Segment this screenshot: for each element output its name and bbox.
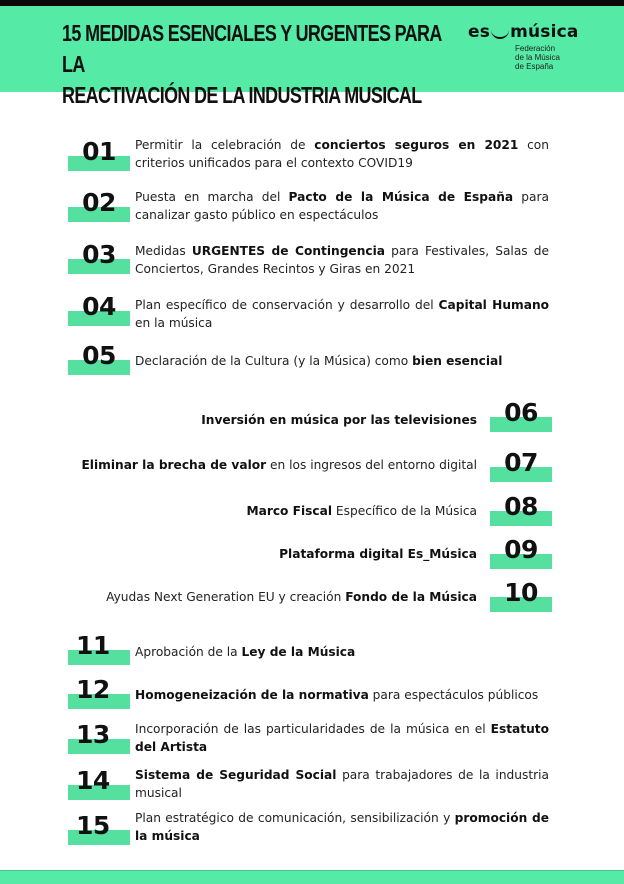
bold-phrase: Ley de la Música <box>241 645 356 659</box>
text-phrase: Ayudas Next Generation EU y creación <box>106 590 346 604</box>
number-badge <box>68 720 130 754</box>
measure-number: 02 <box>82 188 116 217</box>
esmusica-logo <box>468 22 588 71</box>
number-badge <box>68 292 130 326</box>
measure-number: 11 <box>76 631 110 660</box>
text-phrase: Incorporación de las particularidades de la música en el <box>135 722 491 736</box>
text-phrase: para Festivales, Salas de Conciertos, Grandes Recintos y Giras en 2021 <box>135 244 550 276</box>
bold-phrase: bien esencial <box>412 354 503 368</box>
number-badge <box>68 675 130 709</box>
number-badge <box>68 188 130 222</box>
measure-description <box>135 766 549 802</box>
measure-description <box>80 411 477 429</box>
text-phrase: para canalizar gasto público en espectáculos <box>135 190 549 222</box>
bold-phrase: Homogeneización de la normativa <box>135 688 369 702</box>
text-phrase: Medidas <box>135 244 192 258</box>
number-badge <box>490 448 552 482</box>
bold-phrase: Pacto de la Música de España <box>288 190 514 204</box>
text-phrase: con criterios unificados para el contexto COVID19 <box>135 138 549 170</box>
number-badge <box>68 137 130 171</box>
measure-number: 05 <box>82 341 116 370</box>
text-phrase: Aprobación de la <box>135 645 242 659</box>
bold-phrase: Plataforma digital Es_Música <box>279 547 477 561</box>
logo-right: música <box>510 22 579 42</box>
measure-description <box>135 643 549 661</box>
measure-number: 13 <box>76 720 110 749</box>
measure-number: 08 <box>504 492 538 521</box>
logo-sub-1: Federación <box>515 44 556 53</box>
measure-description <box>135 242 549 278</box>
measure-description <box>135 809 549 845</box>
bold-phrase: conciertos seguros en 2021 <box>314 138 519 152</box>
number-badge <box>68 631 130 665</box>
text-phrase: en los ingresos del entorno digital <box>266 458 477 472</box>
measure-number: 03 <box>82 240 116 269</box>
bold-phrase: Inversión en música por las televisiones <box>201 413 477 427</box>
number-badge <box>68 240 130 274</box>
measure-description <box>80 545 477 563</box>
measure-description <box>135 686 549 704</box>
number-badge <box>490 492 552 526</box>
number-badge <box>490 398 552 432</box>
number-badge <box>68 341 130 375</box>
measure-description <box>80 588 477 606</box>
measure-description <box>80 502 477 520</box>
measure-description <box>135 188 549 224</box>
text-phrase: Plan estratégico de comunicación, sensibilización y <box>135 811 455 825</box>
bold-phrase: Sistema de Seguridad Social <box>135 768 337 782</box>
page-title <box>62 18 444 111</box>
measure-number: 04 <box>82 292 116 321</box>
text-phrase: para trabajadores de la industria musical <box>135 768 550 800</box>
number-badge <box>490 535 552 569</box>
bold-phrase: Marco Fiscal <box>246 504 333 518</box>
text-phrase: para espectáculos públicos <box>368 688 539 702</box>
header-banner <box>0 6 624 108</box>
title-line-1: 15 MEDIDAS ESENCIALES Y URGENTES PARA LA <box>62 20 441 77</box>
text-phrase: en la música <box>135 316 213 330</box>
measure-number: 10 <box>504 578 538 607</box>
measure-number: 14 <box>76 766 110 795</box>
number-badge <box>490 578 552 612</box>
measure-number: 12 <box>76 675 110 704</box>
logo-left: es <box>468 22 491 42</box>
measure-number: 15 <box>76 811 110 840</box>
measure-description <box>135 352 549 370</box>
bold-phrase: Fondo de la Música <box>345 590 477 604</box>
measure-description <box>135 136 549 172</box>
text-phrase: Declaración de la Cultura (y la Música) como <box>135 354 413 368</box>
bold-phrase: Estatuto del Artista <box>135 722 549 754</box>
text-phrase: Puesta en marcha del <box>135 190 289 204</box>
measure-number: 01 <box>82 137 116 166</box>
bold-phrase: Eliminar la brecha de valor <box>81 458 267 472</box>
measure-description <box>80 456 477 474</box>
title-line-2: REACTIVACIÓN DE LA INDUSTRIA MUSICAL <box>62 82 422 108</box>
measure-number: 07 <box>504 448 538 477</box>
measure-description <box>135 296 549 332</box>
bold-phrase: Capital Humano <box>438 298 550 312</box>
footer-bar <box>0 870 624 884</box>
logo-sub-2: de la Música <box>515 53 560 62</box>
measure-number: 09 <box>504 535 538 564</box>
text-phrase: Permitir la celebración de <box>135 138 315 152</box>
number-badge <box>68 811 130 845</box>
measure-description <box>135 720 549 756</box>
logo-wordmark <box>468 22 588 42</box>
text-phrase: Plan específico de conservación y desarrollo del <box>135 298 439 312</box>
bold-phrase: promoción de la música <box>135 811 549 843</box>
number-badge <box>68 766 130 800</box>
logo-subtitle <box>515 44 588 71</box>
logo-sub-3: de España <box>515 62 554 71</box>
bold-phrase: URGENTES de Contingencia <box>191 244 386 258</box>
measure-number: 06 <box>504 398 538 427</box>
text-phrase: Específico de la Música <box>332 504 477 518</box>
smile-icon <box>491 28 509 39</box>
